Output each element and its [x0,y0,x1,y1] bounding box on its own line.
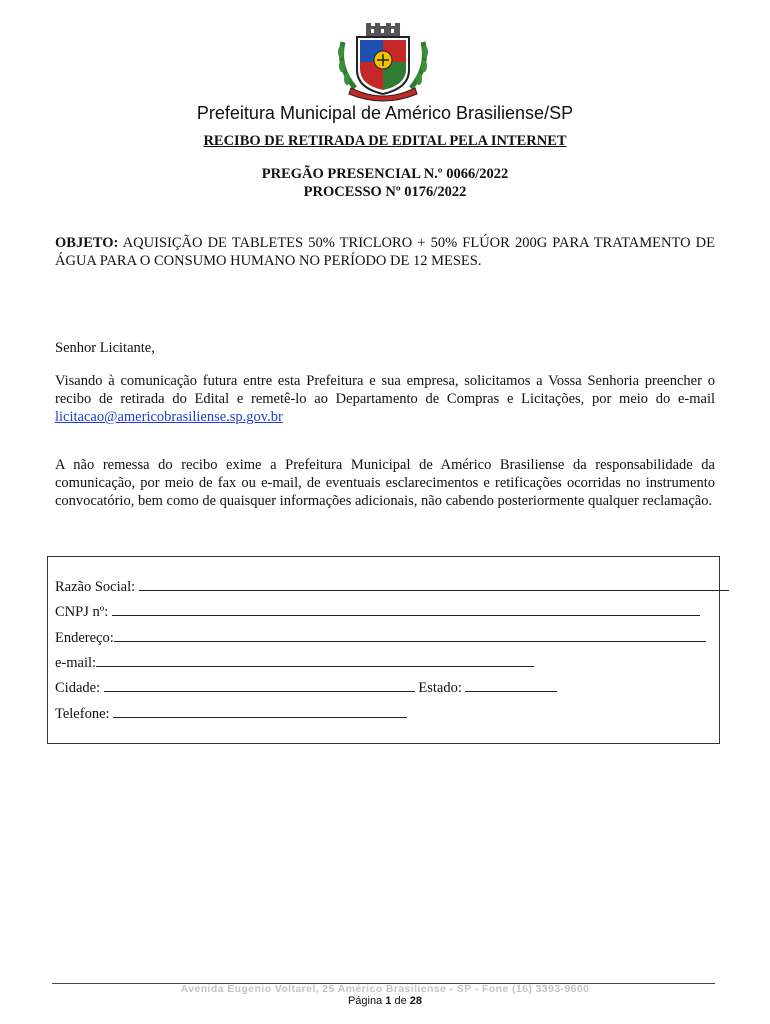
estado-field[interactable] [465,678,557,692]
telefone-label: Telefone: [55,706,110,722]
razao-social-field[interactable] [139,577,729,591]
page-total: 28 [409,995,423,1007]
razao-social-row [55,577,729,596]
disclaimer-paragraph: A não remessa do recibo exime a Prefeitura Municipal de Américo Brasiliense da responsabilidade da comunicação, por meio de fax ou e-mail, de eventuais esclarecimentos e retificações ocorridas no instrumento convocatório, bem como de quaisquer informações adicionais, não cabendo posteriormente qualquer reclamação. [55,457,715,509]
razao-social-label: Razão Social: [55,579,136,595]
processo-number: PROCESSO Nº 0176/2022 [303,184,467,200]
telefone-field[interactable] [113,704,407,718]
instruction-paragraph [55,372,715,426]
cidade-label: Cidade: [55,680,101,696]
page-label: Página [347,995,383,1007]
cidade-field[interactable] [104,678,415,692]
objeto-label: OBJETO: [55,235,119,251]
cnpj-row [55,602,700,621]
endereco-field[interactable] [114,628,706,642]
email-field[interactable] [96,653,534,667]
email-row [55,653,534,672]
endereco-label: Endereço: [55,630,114,646]
greeting: Senhor Licitante, [55,340,155,356]
estado-label: Estado: [418,680,462,696]
pregao-number: PREGÃO PRESENCIAL N.º 0066/2022 [261,166,509,182]
cidade-estado-row [55,678,557,697]
cnpj-label: CNPJ nº: [55,604,109,620]
instruction-text: Visando à comunicação futura entre esta Prefeitura e sua empresa, solicitamos a Vossa Senhoria preencher o recibo de retirada do Edital e remetê-lo ao Departamento de Compras e Licitações, por meio do e-mail [55,373,715,407]
page-number [0,995,770,1007]
objeto-paragraph [55,234,715,270]
receipt-form [47,556,720,744]
cnpj-field[interactable] [112,602,700,616]
page-of: de [394,995,407,1007]
email-label: e-mail: [55,655,97,671]
telefone-row [55,704,407,723]
municipal-crest-icon [333,22,433,104]
email-link[interactable]: licitacao@americobrasiliense.sp.gov.br [55,409,283,425]
municipality-title: Prefeitura Municipal de Américo Brasiliense/SP [196,103,574,123]
footer-address: Avenida Eugenio Voltarel, 25 Américo Brasiliense - SP - Fone (16) 3393-9600 [180,983,590,995]
page-current: 1 [385,995,392,1007]
endereco-row [55,628,706,647]
objeto-text: AQUISIÇÃO DE TABLETES 50% TRICLORO + 50% FLÚOR 200G PARA TRATAMENTO DE ÁGUA PARA O CONSUMO HUMANO NO PERÍODO DE 12 MESES. [55,235,715,269]
receipt-title: RECIBO DE RETIRADA DE EDITAL PELA INTERNET [203,133,567,149]
